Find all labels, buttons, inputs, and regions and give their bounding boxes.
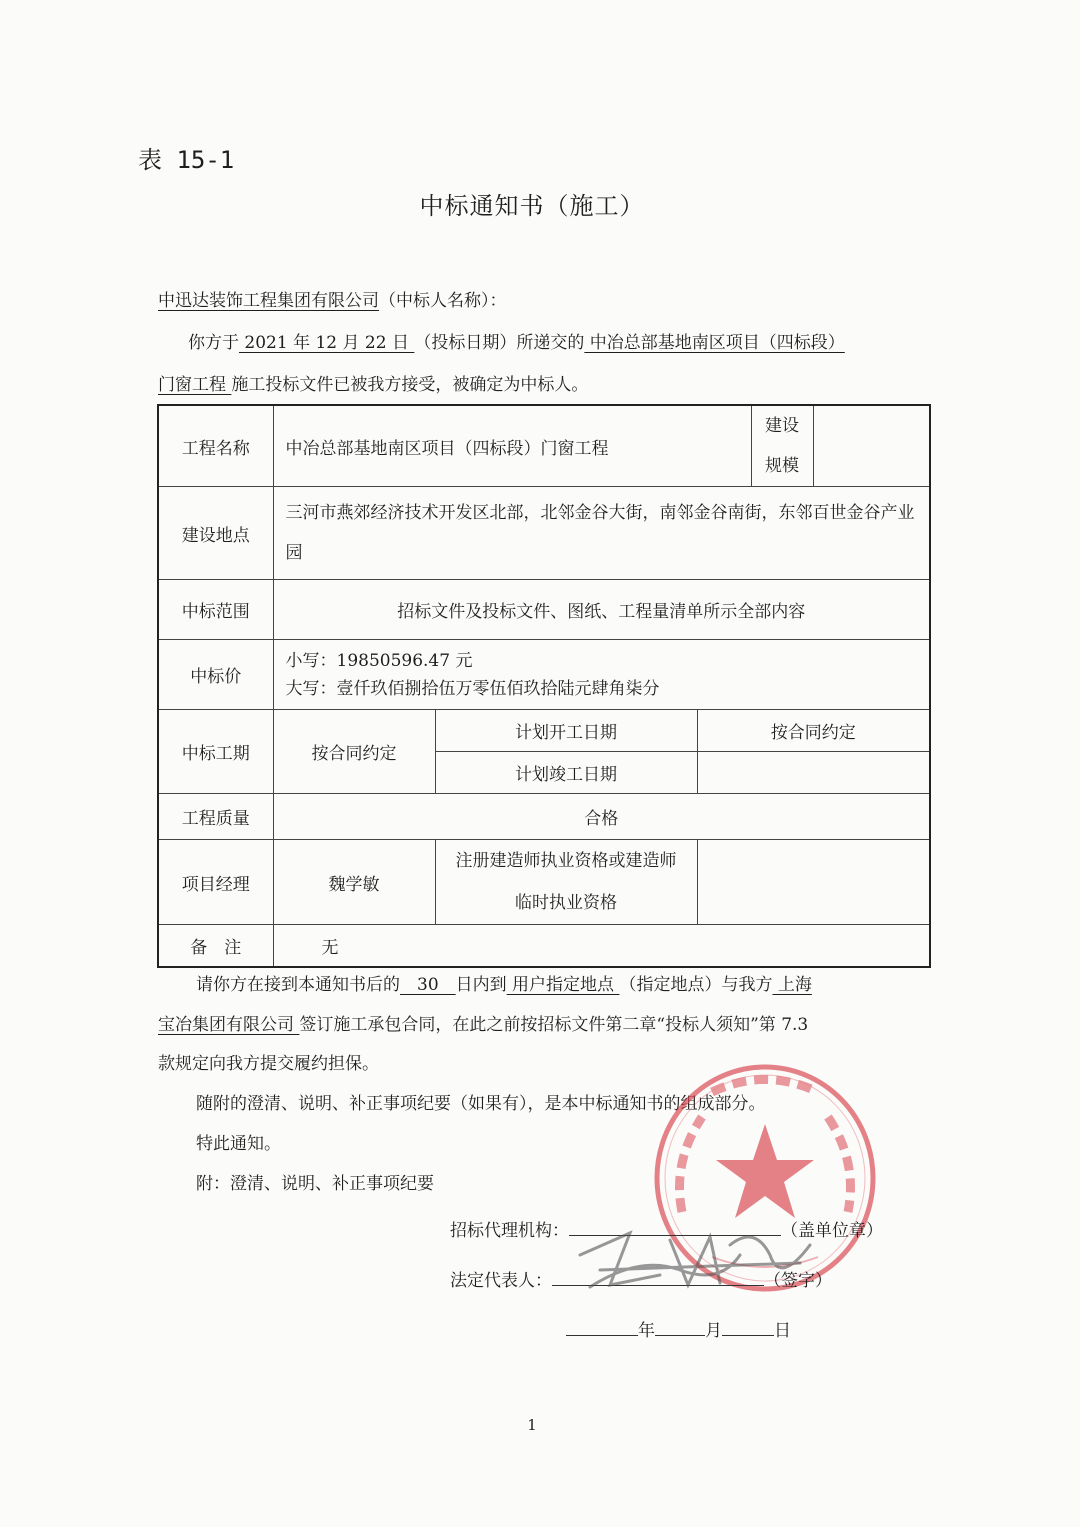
year-label: 年	[638, 1321, 655, 1341]
project-name-label: 工程名称	[158, 405, 273, 487]
location-label: 建设地点	[158, 487, 273, 580]
scale-label-1: 建设	[765, 416, 799, 436]
quality-label: 工程质量	[158, 794, 273, 840]
body-text: 日内到	[455, 975, 507, 995]
agency-suffix: （盖单位章）	[781, 1221, 883, 1241]
month-label: 月	[705, 1321, 722, 1341]
body-text: 请你方在接到本通知书后的	[196, 975, 400, 995]
manager-value: 魏学敏	[273, 840, 435, 925]
month-line	[655, 1319, 705, 1336]
quality-value: 合格	[273, 794, 930, 840]
body-line-5: 特此通知。	[196, 1134, 281, 1154]
scale-label-2: 规模	[765, 456, 799, 476]
start-date-value: 按合同约定	[697, 710, 930, 752]
page-number: 1	[527, 1416, 537, 1434]
year-line	[566, 1319, 638, 1336]
body-line-1	[196, 970, 812, 995]
start-date-label: 计划开工日期	[435, 710, 697, 752]
project-name-part1: 中冶总部基地南区项目（四标段）	[584, 333, 845, 353]
project-name-value: 中冶总部基地南区项目（四标段）门窗工程	[273, 405, 751, 487]
qualification-label: 注册建造师执业资格或建造师临时执业资格	[435, 840, 697, 925]
body-line-4: 随附的澄清、说明、补正事项纪要（如果有），是本中标通知书的组成部分。	[196, 1094, 766, 1114]
price-value	[273, 640, 930, 710]
tenderer-name-part1: 上海	[772, 975, 812, 995]
remark-value: 无	[273, 925, 930, 967]
table-row	[158, 580, 930, 640]
table-row	[158, 710, 930, 752]
body-line-3: 款规定向我方提交履约担保。	[158, 1054, 379, 1074]
body-text: 签订施工承包合同，在此之前按招标文件第二章“投标人须知”第 7.3	[299, 1015, 809, 1035]
bid-date: 2021 年 12 月 22 日	[239, 333, 415, 353]
end-date-value	[697, 752, 930, 794]
table-label: 表 15-1	[138, 146, 235, 174]
winner-name: 中迅达装饰工程集团有限公司	[158, 291, 379, 311]
table-row	[158, 487, 930, 580]
scope-label: 中标范围	[158, 580, 273, 640]
intro-text: 你方于	[188, 333, 239, 353]
intro-text: 施工投标文件已被我方接受，被确定为中标人。	[231, 375, 589, 395]
price-big: 大写：壹仟玖佰捌拾伍万零伍佰玖拾陆元肆角柒分	[285, 678, 660, 699]
project-name-part2: 门窗工程	[158, 375, 232, 395]
body-text: （指定地点）与我方	[619, 975, 773, 995]
scope-value: 招标文件及投标文件、图纸、工程量清单所示全部内容	[273, 580, 930, 640]
end-date-label: 计划竣工日期	[435, 752, 697, 794]
table-row	[158, 840, 930, 925]
remark-label: 备 注	[158, 925, 273, 967]
intro-line-1	[158, 286, 507, 311]
representative-suffix: （签字）	[764, 1271, 832, 1291]
table-row	[158, 405, 930, 487]
qualification-value	[697, 840, 930, 925]
winner-suffix: （中标人名称）：	[379, 291, 507, 311]
intro-line-2	[188, 328, 845, 353]
manager-label: 项目经理	[158, 840, 273, 925]
table-row	[158, 640, 930, 710]
day-label: 日	[774, 1321, 791, 1341]
day-line	[722, 1319, 774, 1336]
scale-label	[751, 405, 813, 487]
tenderer-name-part2: 宝冶集团有限公司	[158, 1015, 300, 1035]
table-row	[158, 925, 930, 967]
date-row	[566, 1316, 791, 1341]
body-line-6: 附：澄清、说明、补正事项纪要	[196, 1174, 434, 1194]
place-value: 用户指定地点	[506, 975, 620, 995]
period-label: 中标工期	[158, 710, 273, 794]
scale-value	[813, 405, 930, 487]
award-info-table	[157, 404, 931, 968]
handwritten-signature-icon	[570, 1215, 830, 1305]
body-line-2	[158, 1010, 808, 1035]
price-label: 中标价	[158, 640, 273, 710]
period-value: 按合同约定	[273, 710, 435, 794]
price-small: 小写：19850596.47 元	[285, 650, 473, 671]
representative-label: 法定代表人：	[450, 1271, 552, 1290]
table-row	[158, 794, 930, 840]
days-value: 30	[400, 975, 456, 995]
intro-text: （投标日期）所递交的	[414, 333, 585, 353]
location-value: 三河市燕郊经济技术开发区北部，北邻金谷大街，南邻金谷南街，东邻百世金谷产业园	[273, 487, 930, 580]
agency-label: 招标代理机构：	[450, 1221, 569, 1240]
intro-line-3	[158, 370, 588, 395]
document-title: 中标通知书（施工）	[419, 192, 645, 220]
